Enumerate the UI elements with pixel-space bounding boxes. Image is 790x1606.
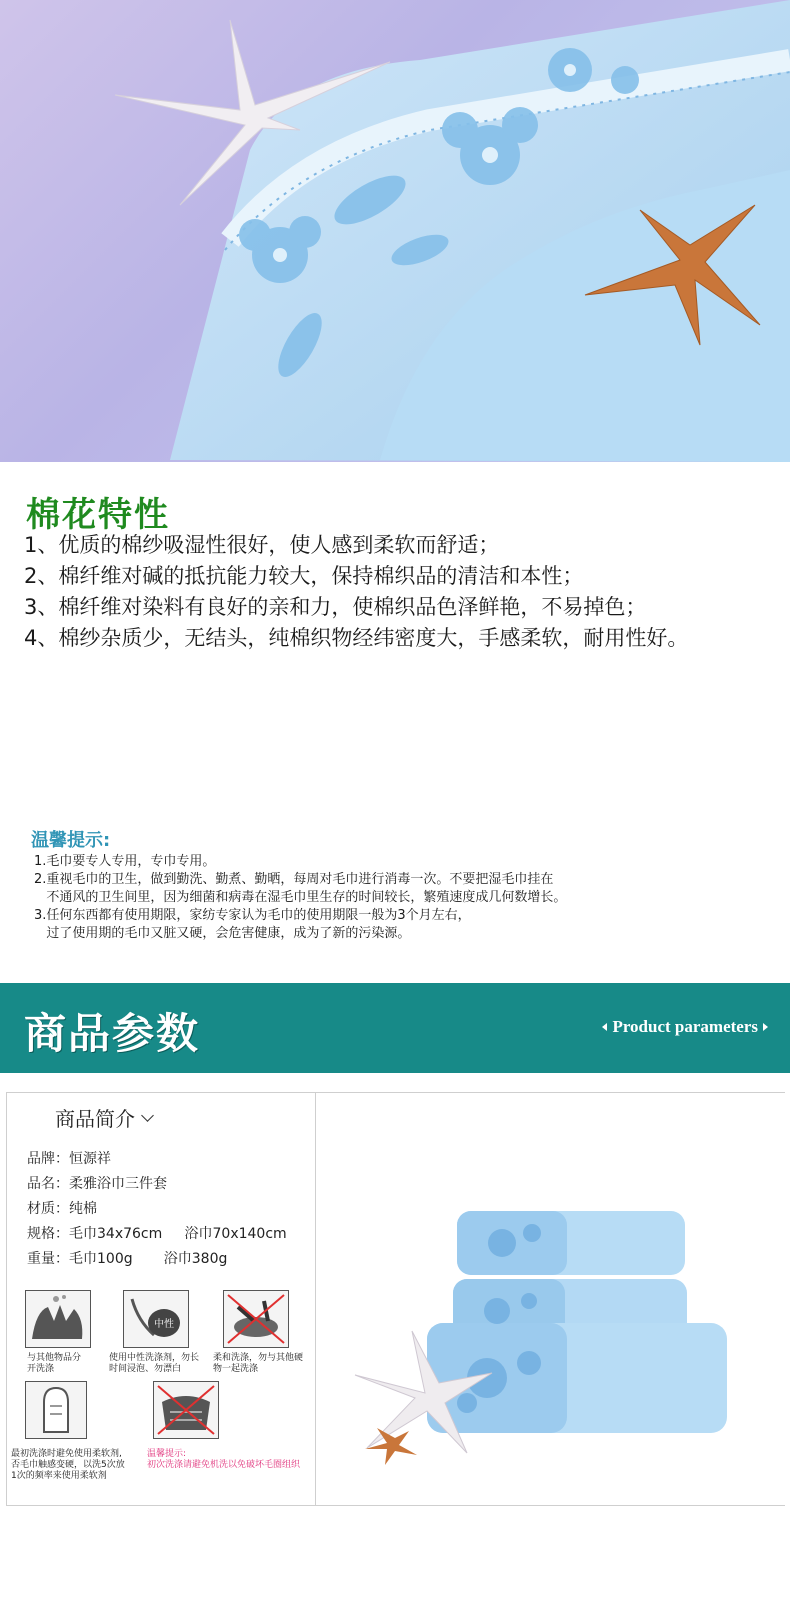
list-item: 3.任何东西都有使用期限，家纺专家认为毛巾的使用期限一般为3个月左右， <box>34 908 471 923</box>
list-item: 过了使用期的毛巾又脏又硬，会危害健康，成为了新的污染源。 <box>34 926 411 941</box>
spec-brand: 品牌：恒源祥 <box>27 1151 111 1167</box>
neutral-label: 中性 <box>154 1319 174 1330</box>
list-item: 不通风的卫生间里，因为细菌和病毒在湿毛巾里生存的时间较长，繁殖速度成几何数增长。 <box>34 890 567 905</box>
no-machine-wash-icon <box>153 1381 219 1439</box>
product-intro-heading[interactable] <box>55 1103 152 1132</box>
hero-towel-photo <box>0 0 790 462</box>
care-text: 使用中性洗涤剂，勿长 时间浸泡、勿漂白 <box>109 1353 200 1374</box>
care-text: 与其他物品分 开洗涤 <box>27 1353 82 1374</box>
neutral-detergent-icon <box>123 1290 189 1348</box>
spec-size: 规格：毛巾34x76cm 浴巾70x140cm <box>27 1226 287 1242</box>
list-item: 1.毛巾要专人专用，专巾专用。 <box>34 854 216 869</box>
product-intro-heading-label: 商品简介 <box>55 1107 135 1131</box>
towel-set-illustration <box>317 1093 785 1505</box>
spec-material: 材质：纯棉 <box>27 1201 97 1217</box>
spec-name: 品名：柔雅浴巾三件套 <box>27 1176 167 1192</box>
hand-wash-separately-icon <box>25 1290 91 1348</box>
product-intro-panel <box>7 1093 316 1505</box>
product-parameters-banner <box>0 983 790 1073</box>
list-item: 1、优质的棉纱吸湿性很好，使人感到柔软而舒适； <box>24 533 500 557</box>
tips-title: 温馨提示: <box>31 830 111 851</box>
product-intro-box <box>6 1092 785 1506</box>
banner-subtitle <box>602 1017 768 1037</box>
cotton-properties-list <box>24 530 784 654</box>
care-text: 柔和洗涤，勿与其他硬 物一起洗涤 <box>213 1353 304 1374</box>
triangle-left-icon <box>602 1023 607 1031</box>
no-mixed-wash-icon <box>223 1290 289 1348</box>
chevron-down-icon <box>141 1109 154 1122</box>
banner-subtitle-text: Product parameters <box>612 1017 758 1036</box>
cotton-properties-title: 棉花特性 <box>26 495 170 535</box>
list-item: 3、棉纤维对染料有良好的亲和力，使棉织品色泽鲜艳，不易掉色； <box>24 595 647 619</box>
spec-list <box>27 1147 287 1272</box>
triangle-right-icon <box>763 1023 768 1031</box>
tips-list <box>34 853 734 943</box>
towel-illustration <box>0 0 790 462</box>
towel-set-photo <box>317 1093 785 1505</box>
list-item: 2、棉纤维对碱的抵抗能力较大，保持棉织品的清洁和本性； <box>24 564 584 588</box>
list-item: 4、棉纱杂质少，无结头，纯棉织物经纬密度大，手感柔软，耐用性好。 <box>24 626 689 650</box>
care-text: 最初洗涤时避免使用柔软剂, 否毛巾触感变硬，以洗5次放 1次的频率来使用柔软剂 <box>11 1449 125 1481</box>
banner-title: 商品参数 <box>24 1009 201 1058</box>
list-item: 2.重视毛巾的卫生，做到勤洗、勤煮、勤晒，每周对毛巾进行消毒一次。不要把湿毛巾挂在 <box>34 872 554 887</box>
softener-icon <box>25 1381 87 1439</box>
care-warning-text: 温馨提示: 初次洗涤请避免机洗以免破坏毛圈组织 <box>147 1449 301 1470</box>
spec-weight: 重量：毛巾100g 浴巾380g <box>27 1251 228 1267</box>
